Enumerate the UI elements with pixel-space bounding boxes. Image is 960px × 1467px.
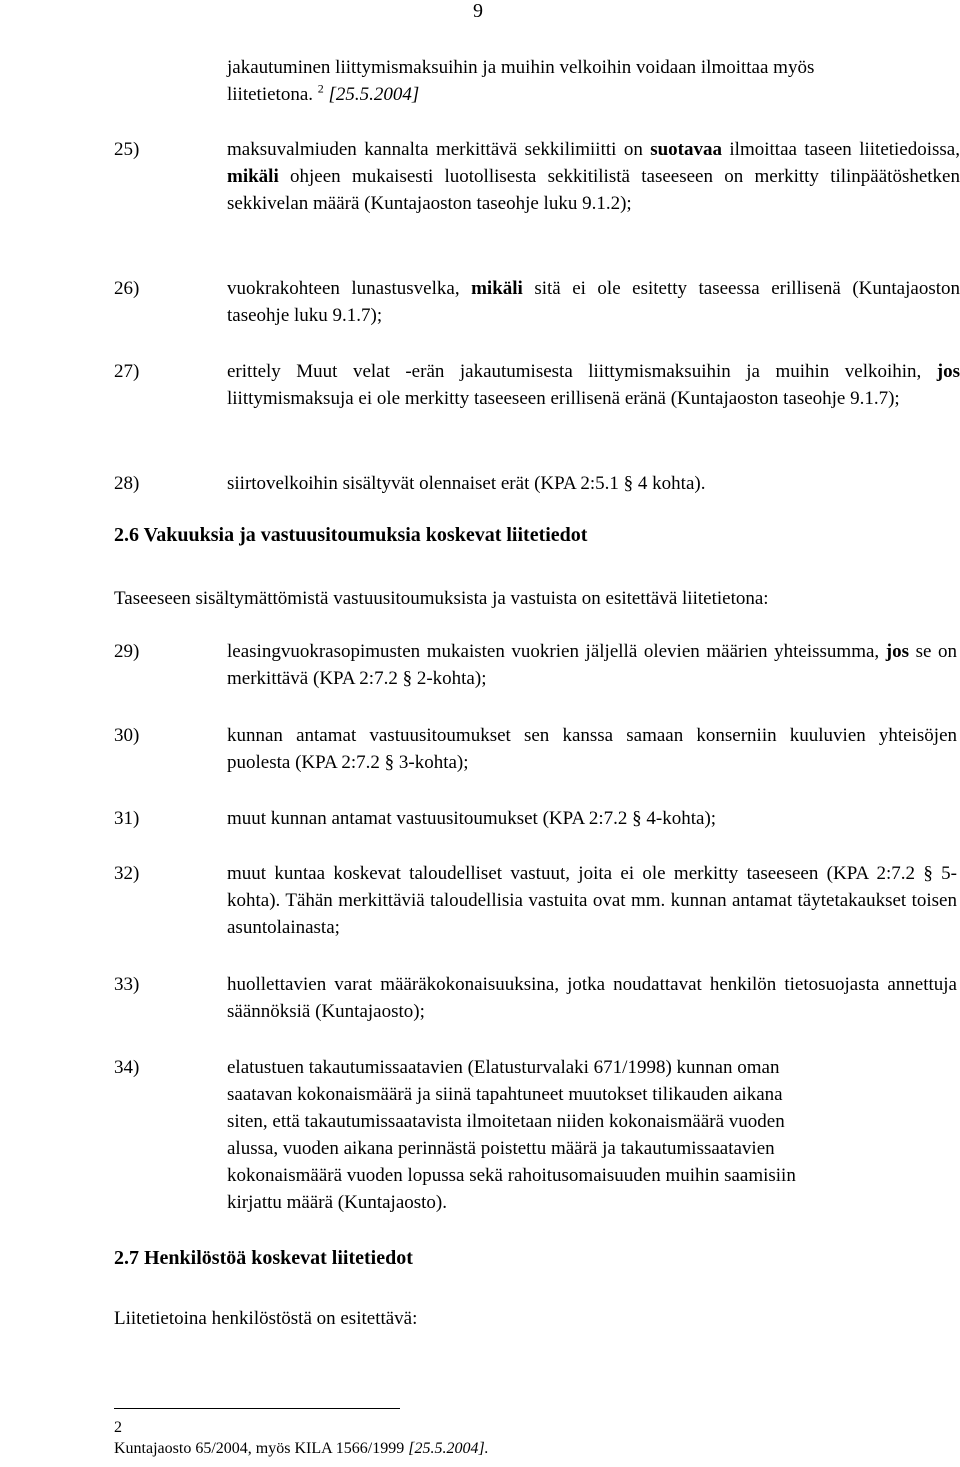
item-text-bold: suotavaa — [650, 139, 723, 160]
item-text-line: elatustuen takautumissaatavien (Elatusturvalaki 671/1998) kunnan oman — [227, 1057, 780, 1078]
section-sign: § — [632, 808, 642, 829]
item-text-part: erittely Muut velat -erän jakautumisesta liittymismaksuihin ja muihin velkoihin, — [227, 361, 937, 382]
section-heading: 2.7 Henkilöstöä koskevat liitetiedot — [114, 1247, 413, 1269]
item-text — [227, 358, 960, 412]
item-text: huollettavien varat määräkokonaisuuksina, jotka noudattavat henkilön tietosuojasta annettuja säännöksiä (Kuntajaosto); — [227, 974, 957, 1022]
item-number: 32) — [114, 863, 140, 884]
item-text-line: saatavan kokonaismäärä ja siinä tapahtuneet muutokset tilikauden aikana — [227, 1084, 783, 1105]
item-text-bold: jos — [936, 361, 960, 382]
item-text-bold: jos — [885, 641, 909, 662]
section-sign: § — [402, 668, 413, 689]
item-number: 34) — [114, 1057, 140, 1078]
item-number: 30) — [114, 725, 140, 746]
item-text-bold: mikäli — [227, 166, 279, 187]
footnote-body: Kuntajaosto 65/2004, myös KILA 1566/1999 — [114, 1440, 409, 1457]
item-text-part: liittymismaksuja ei ole merkitty taseeseen erillisenä eränä (Kuntajaoston taseohje 9.1.7); — [227, 388, 900, 409]
item-text — [227, 638, 957, 692]
section-lead: Taseeseen sisältymättömistä vastuusitoumuksista ja vastuista on esitettävä liitetietona: — [114, 588, 769, 609]
item-number: 31) — [114, 808, 140, 829]
item-text-part: vuokrakohteen lunastusvelka, — [227, 278, 472, 299]
item-text-part: kunnan antamat vastuusitoumukset sen kanssa samaan konserniin kuuluvien yhteisöjen puolesta (KPA 2:7.2 — [227, 725, 957, 773]
item-text-part: 2-kohta); — [412, 668, 487, 689]
item-number: 28) — [114, 473, 140, 494]
item-text — [227, 275, 960, 329]
item-text-part: 5-kohta). Tähän merkittäviä taloudellisia vastuita ovat mm. kunnan antamat täytetakaukset toisen asuntolainasta; — [227, 863, 957, 938]
intro-text-line1: jakautuminen liittymismaksuihin ja muihin velkoihin voidaan ilmoittaa myös — [227, 57, 815, 78]
item-text-part: maksuvalmiuden kannalta merkittävä sekkilimiitti on — [227, 139, 651, 160]
footnote-text — [114, 1440, 489, 1458]
item-text-part: leasingvuokrasopimusten mukaisten vuokrien jäljellä olevien määrien yhteissumma, — [227, 641, 886, 662]
footnote-ref: 2 — [317, 81, 324, 96]
intro-paragraph — [227, 54, 960, 108]
item-number: 29) — [114, 641, 140, 662]
item-text — [227, 722, 957, 776]
item-text-line: kokonaismäärä vuoden lopussa sekä rahoitusomaisuuden muihin saamisiin — [227, 1165, 796, 1186]
item-number: 33) — [114, 974, 140, 995]
item-number: 27) — [114, 361, 140, 382]
item-text-bold: mikäli — [471, 278, 523, 299]
section-sign: § — [923, 863, 933, 884]
item-text — [227, 805, 957, 832]
page-number: 9 — [473, 0, 483, 22]
intro-text-line2: liitetietona. — [227, 84, 314, 105]
footnote-date: [25.5.2004]. — [408, 1440, 489, 1457]
item-text — [227, 470, 960, 497]
item-text-part: 3-kohta); — [394, 752, 469, 773]
item-text — [227, 136, 960, 217]
section-lead: Liitetietoina henkilöstöstä on esitettävä: — [114, 1308, 418, 1329]
section-heading: 2.6 Vakuuksia ja vastuusitoumuksia koskevat liitetiedot — [114, 524, 588, 546]
footnote-separator — [114, 1408, 400, 1409]
item-text-part: se on merkittävä (KPA 2:7.2 — [227, 641, 957, 689]
item-text-part: siirtovelkoihin sisältyvät olennaiset erät (KPA 2:5.1 — [227, 473, 624, 494]
item-text-part: 4 kohta). — [633, 473, 706, 494]
item-number: 26) — [114, 278, 140, 299]
date-ref: [25.5.2004] — [328, 84, 420, 105]
footnote-number: 2 — [114, 1419, 122, 1436]
item-text — [227, 1054, 957, 1216]
item-text-part: 4-kohta); — [641, 808, 717, 829]
item-text-part: muut kunnan antamat vastuusitoumukset (KPA 2:7.2 — [227, 808, 633, 829]
item-number: 25) — [114, 139, 140, 160]
item-text — [227, 860, 957, 941]
section-sign: § — [623, 473, 634, 494]
item-text-line: alussa, vuoden aikana perinnästä poistettu määrä ja takautumissaatavien — [227, 1138, 775, 1159]
item-text-part: sitä ei ole esitetty taseessa erillisenä (Kuntajaoston taseohje luku 9.1.7); — [227, 278, 960, 326]
item-text-line: siten, että takautumissaatavista ilmoitetaan niiden kokonaismäärä vuoden — [227, 1111, 785, 1132]
item-text-part: muut kuntaa koskevat taloudelliset vastuut, joita ei ole merkitty taseeseen (KPA 2:7.2 — [227, 863, 924, 884]
item-text-line: kirjattu määrä (Kuntajaosto). — [227, 1192, 448, 1213]
item-text-part: ilmoittaa taseen liitetiedoissa, — [722, 139, 960, 160]
item-text-part: ohjeen mukaisesti luotollisesta sekkitilistä taseeseen on merkitty tilinpäätöshetken sekkivelan määrä (Kuntajaoston taseohje luku 9.1.2); — [227, 166, 960, 214]
section-sign: § — [384, 752, 395, 773]
